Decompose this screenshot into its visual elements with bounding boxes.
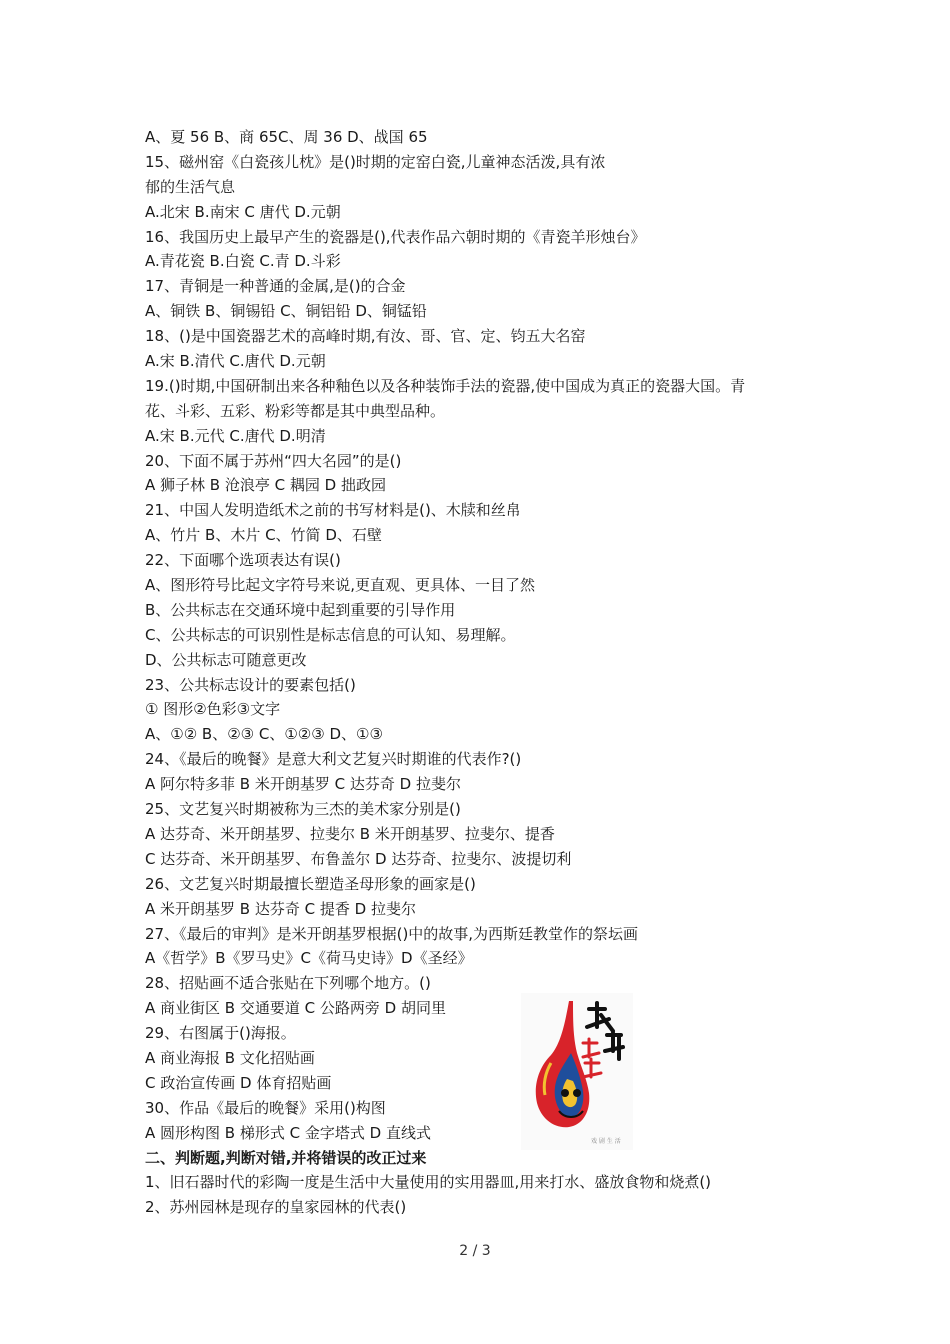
text-line: 30、作品《最后的晚餐》采用()构图 xyxy=(145,1098,386,1117)
text-line: A、①② B、②③ C、①②③ D、①③ xyxy=(145,725,383,744)
text-line: A.青花瓷 B.白瓷 C.青 D.斗彩 xyxy=(145,252,341,271)
text-line: 21、中国人发明造纸术之前的书写材料是()、木牍和丝帛 xyxy=(145,501,521,520)
text-line: 25、文艺复兴时期被称为三杰的美术家分别是() xyxy=(145,800,461,819)
text-line: A 商业街区 B 交通要道 C 公路两旁 D 胡同里 xyxy=(145,999,446,1018)
text-line: 28、招贴画不适合张贴在下列哪个地方。() xyxy=(145,974,431,993)
text-line: 17、青铜是一种普通的金属,是()的合金 xyxy=(145,277,406,296)
text-line: ① 图形②色彩③文字 xyxy=(145,700,281,719)
text-line: A.宋 B.清代 C.唐代 D.元朝 xyxy=(145,352,326,371)
text-line: A 圆形构图 B 梯形式 C 金字塔式 D 直线式 xyxy=(145,1123,431,1142)
text-line: 22、下面哪个选项表达有误() xyxy=(145,551,341,570)
section-heading: 二、判断题,判断对错,并将错误的改正过来 xyxy=(145,1148,427,1167)
svg-text:戏 剧 生 活: 戏 剧 生 活 xyxy=(591,1138,621,1145)
text-line: 23、公共标志设计的要素包括() xyxy=(145,675,356,694)
text-line: A.北宋 B.南宋 C 唐代 D.元朝 xyxy=(145,202,341,221)
text-line: A 狮子林 B 沧浪亭 C 耦园 D 拙政园 xyxy=(145,476,386,495)
text-line: 19.()时期,中国研制出来各种釉色以及各种装饰手法的瓷器,使中国成为真正的瓷器大国。青 xyxy=(145,376,746,395)
text-line: A 商业海报 B 文化招贴画 xyxy=(145,1048,315,1067)
text-line: 24、《最后的晚餐》是意大利文艺复兴时期谁的代表作?() xyxy=(145,750,522,769)
text-line: 27、《最后的审判》是米开朗基罗根据()中的故事,为西斯廷教堂作的祭坛画 xyxy=(145,924,639,943)
text-line: B、公共标志在交通环境中起到重要的引导作用 xyxy=(145,600,456,619)
text-line: 1、旧石器时代的彩陶一度是生活中大量使用的实用器皿,用来打水、盛放食物和烧煮() xyxy=(145,1173,712,1192)
text-line: 26、文艺复兴时期最擅长塑造圣母形象的画家是() xyxy=(145,874,476,893)
page-number: 2 / 3 xyxy=(459,1243,491,1259)
text-line: D、公共标志可随意更改 xyxy=(145,650,307,669)
text-line: 16、我国历史上最早产生的瓷器是(),代表作品六朝时期的《青瓷羊形烛台》 xyxy=(145,227,646,246)
text-line: A、竹片 B、木片 C、竹简 D、石壁 xyxy=(145,526,382,545)
text-line: C 达芬奇、米开朗基罗、布鲁盖尔 D 达芬奇、拉斐尔、波提切利 xyxy=(145,849,572,868)
text-line: A 阿尔特多菲 B 米开朗基罗 C 达芬奇 D 拉斐尔 xyxy=(145,775,461,794)
text-line: C、公共标志的可识别性是标志信息的可认知、易理解。 xyxy=(145,625,516,644)
text-line: 郁的生活气息 xyxy=(145,177,236,196)
text-line: A 米开朗基罗 B 达芬奇 C 提香 D 拉斐尔 xyxy=(145,899,416,918)
text-line: C 政治宣传画 D 体育招贴画 xyxy=(145,1073,332,1092)
text-line: A《哲学》B《罗马史》C《荷马史诗》D《圣经》 xyxy=(145,949,473,968)
text-line: 18、()是中国瓷器艺术的高峰时期,有汝、哥、官、定、钧五大名窑 xyxy=(145,327,586,346)
text-line: 29、右图属于()海报。 xyxy=(145,1024,296,1043)
text-line: A、夏 56 B、商 65C、周 36 D、战国 65 xyxy=(145,128,428,146)
text-line: 花、斗彩、五彩、粉彩等都是其中典型品种。 xyxy=(145,401,446,420)
opera-poster-image xyxy=(521,993,633,1150)
document-body xyxy=(145,125,825,1220)
text-line: 15、磁州窑《白瓷孩儿枕》是()时期的定窑白瓷,儿童神态活泼,具有浓 xyxy=(145,152,606,171)
text-line: A、图形符号比起文字符号来说,更直观、更具体、一目了然 xyxy=(145,576,536,595)
text-line: 20、下面不属于苏州“四大名园”的是() xyxy=(145,451,402,470)
text-line: A、铜铁 B、铜锡铅 C、铜铝铅 D、铜锰铅 xyxy=(145,302,427,321)
text-line: 2、苏州园林是现存的皇家园林的代表() xyxy=(145,1198,407,1217)
text-line: A 达芬奇、米开朗基罗、拉斐尔 B 米开朗基罗、拉斐尔、提香 xyxy=(145,824,555,843)
text-line: A.宋 B.元代 C.唐代 D.明清 xyxy=(145,426,326,445)
